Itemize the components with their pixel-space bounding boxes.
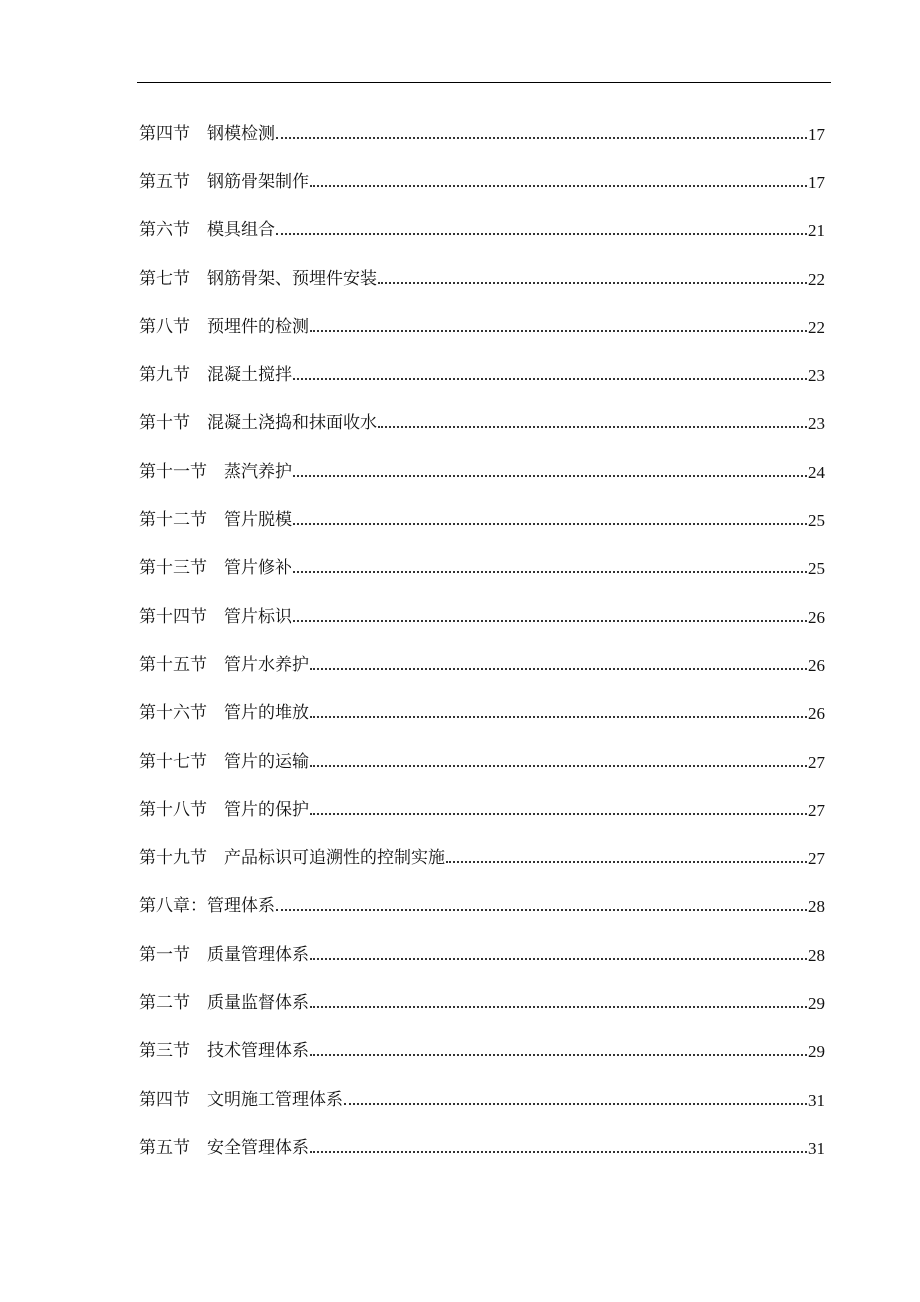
toc-entry[interactable]: [139, 303, 825, 351]
toc-entry-title: 第一节 质量管理体系: [139, 944, 309, 965]
toc-entry[interactable]: [139, 641, 825, 689]
toc-entry[interactable]: [139, 448, 825, 496]
toc-dot-leader: [310, 1140, 807, 1157]
toc-entry[interactable]: [139, 690, 825, 738]
toc-entry[interactable]: [139, 738, 825, 786]
toc-entry[interactable]: [139, 1124, 825, 1172]
toc-entry[interactable]: [139, 883, 825, 931]
toc-entry[interactable]: [139, 255, 825, 303]
toc-entry-title: 第十八节 管片的保护: [139, 799, 309, 820]
toc-dot-leader: [310, 1043, 807, 1060]
toc-dot-leader: [310, 995, 807, 1012]
toc-entry[interactable]: [139, 545, 825, 593]
toc-entry[interactable]: [139, 158, 825, 206]
toc-entry-title: 第十节 混凝土浇捣和抹面收水: [139, 413, 377, 434]
toc-dot-leader: [293, 560, 807, 577]
toc-entry[interactable]: [139, 1076, 825, 1124]
toc-entry-page: 23: [808, 414, 825, 434]
toc-entry[interactable]: [139, 834, 825, 882]
toc-entry-title: 第七节 钢筋骨架、预埋件安装: [139, 268, 377, 289]
toc-entry-page: 28: [808, 897, 825, 917]
toc-entry-title: 第十一节 蒸汽养护: [139, 461, 292, 482]
toc-entry-title: 第九节 混凝土搅拌: [139, 365, 292, 386]
toc-dot-leader: [293, 464, 807, 481]
table-of-contents: [139, 110, 825, 1173]
toc-dot-leader: [344, 1092, 807, 1109]
toc-dot-leader: [276, 222, 807, 239]
toc-entry-title: 第十九节 产品标识可追溯性的控制实施: [139, 848, 445, 869]
toc-entry-page: 25: [808, 559, 825, 579]
toc-entry-page: 27: [808, 849, 825, 869]
toc-dot-leader: [276, 126, 807, 143]
toc-entry-title: 第十七节 管片的运输: [139, 751, 309, 772]
toc-entry-title: 第二节 质量监督体系: [139, 992, 309, 1013]
toc-entry-title: 第八节 预埋件的检测: [139, 316, 309, 337]
toc-entry[interactable]: [139, 400, 825, 448]
toc-entry-page: 27: [808, 800, 825, 820]
toc-entry-title: 第十六节 管片的堆放: [139, 703, 309, 724]
toc-entry-page: 28: [808, 945, 825, 965]
toc-entry-page: 29: [808, 1042, 825, 1062]
toc-dot-leader: [378, 271, 807, 288]
toc-entry-page: 23: [808, 366, 825, 386]
toc-entry-title: 第三节 技术管理体系: [139, 1041, 309, 1062]
toc-entry-page: 29: [808, 993, 825, 1013]
toc-entry-title: 第十五节 管片水养护: [139, 654, 309, 675]
toc-dot-leader: [310, 705, 807, 722]
header-rule: [137, 82, 831, 83]
toc-entry[interactable]: [139, 979, 825, 1027]
toc-dot-leader: [310, 319, 807, 336]
toc-entry-page: 22: [808, 269, 825, 289]
toc-entry-page: 17: [808, 172, 825, 192]
toc-entry-page: 25: [808, 511, 825, 531]
toc-entry-title: 第八章：管理体系: [139, 896, 275, 917]
toc-entry-page: 21: [808, 221, 825, 241]
toc-entry-title: 第十四节 管片标识: [139, 606, 292, 627]
toc-entry[interactable]: [139, 110, 825, 158]
toc-entry-title: 第十三节 管片修补: [139, 558, 292, 579]
toc-entry[interactable]: [139, 1028, 825, 1076]
toc-entry-title: 第十二节 管片脱模: [139, 510, 292, 531]
toc-dot-leader: [378, 415, 807, 432]
toc-entry[interactable]: [139, 496, 825, 544]
toc-dot-leader: [276, 898, 807, 915]
toc-entry[interactable]: [139, 351, 825, 399]
toc-entry-page: 27: [808, 752, 825, 772]
toc-dot-leader: [293, 367, 807, 384]
toc-entry-page: 31: [808, 1138, 825, 1158]
toc-entry-title: 第四节 文明施工管理体系: [139, 1089, 343, 1110]
toc-dot-leader: [293, 609, 807, 626]
toc-entry-title: 第四节 钢模检测: [139, 123, 275, 144]
toc-entry[interactable]: [139, 931, 825, 979]
toc-entry-page: 24: [808, 462, 825, 482]
toc-entry-page: 17: [808, 124, 825, 144]
toc-dot-leader: [310, 802, 807, 819]
toc-entry-page: 22: [808, 317, 825, 337]
toc-dot-leader: [446, 850, 807, 867]
toc-entry-page: 26: [808, 655, 825, 675]
toc-entry-title: 第五节 安全管理体系: [139, 1137, 309, 1158]
toc-dot-leader: [310, 657, 807, 674]
toc-entry[interactable]: [139, 786, 825, 834]
toc-entry[interactable]: [139, 593, 825, 641]
toc-entry-title: 第五节 钢筋骨架制作: [139, 171, 309, 192]
toc-entry-page: 26: [808, 704, 825, 724]
toc-dot-leader: [310, 947, 807, 964]
toc-entry[interactable]: [139, 207, 825, 255]
toc-dot-leader: [293, 512, 807, 529]
toc-entry-title: 第六节 模具组合: [139, 220, 275, 241]
toc-dot-leader: [310, 174, 807, 191]
toc-entry-page: 31: [808, 1090, 825, 1110]
toc-entry-page: 26: [808, 607, 825, 627]
toc-dot-leader: [310, 754, 807, 771]
